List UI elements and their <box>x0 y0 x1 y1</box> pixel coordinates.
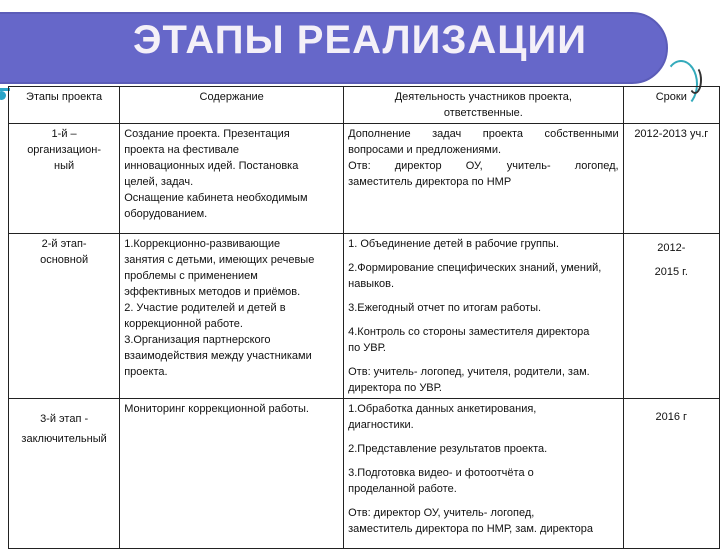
table-row <box>9 234 720 399</box>
activity-line: 3.Подготовка видео- и фотоотчёта о <box>348 467 534 479</box>
activity-item <box>348 465 618 497</box>
content-line: Оснащение кабинета необходимым <box>124 192 308 204</box>
activity-line: 3.Ежегодный отчет по итогам работы. <box>348 302 542 314</box>
header-content: Содержание <box>120 87 344 124</box>
content-cell <box>120 234 344 399</box>
stage-line: заключительный <box>21 433 107 445</box>
activity-line: диагностики. <box>348 419 414 431</box>
activity-line: Отв: учитель- логопед, учителя, родители, зам. <box>348 366 590 378</box>
activity-line: по УВР. <box>348 342 386 354</box>
stage-line: 2-й этап- <box>41 238 87 250</box>
header-terms: Сроки <box>623 87 719 124</box>
activity-item <box>348 300 618 316</box>
term-line: 2015 г. <box>654 266 688 278</box>
content-line: Создание проекта. Презентация <box>124 128 290 140</box>
activity-line: 1.Обработка данных анкетирования, <box>348 403 537 415</box>
activity-line: 2.Формирование специфических знаний, умений, <box>348 262 602 274</box>
activity-line: 4.Контроль со стороны заместителя директора <box>348 326 590 338</box>
term-cell <box>623 234 719 399</box>
activity-line: 1. Объединение детей в рабочие группы. <box>348 238 559 250</box>
content-line: 3.Организация партнерского <box>124 334 271 346</box>
table-row <box>9 124 720 234</box>
activity-line: директора по УВР. <box>348 382 442 394</box>
activity-line: Отв: директор ОУ, учитель- логопед, <box>348 160 619 172</box>
stage-cell <box>9 399 120 549</box>
activity-cell <box>344 234 623 399</box>
header-activity-line2: ответственные. <box>443 107 523 119</box>
term-line: 2012- <box>657 242 686 254</box>
page-title: ЭТАПЫ РЕАЛИЗАЦИИ <box>133 18 587 62</box>
activity-item <box>348 324 618 356</box>
activity-line: 2.Представление результатов проекта. <box>348 443 548 455</box>
stage-cell <box>9 234 120 399</box>
activity-line: Отв: директор ОУ, учитель- логопед, <box>348 507 535 519</box>
activity-line: Дополнение задач проекта собственными <box>348 128 619 140</box>
term-cell <box>623 399 719 549</box>
content-cell <box>120 124 344 234</box>
activity-item <box>348 260 618 292</box>
content-line: проекта на фестивале <box>124 144 240 156</box>
content-line: 2. Участие родителей и детей в <box>124 302 286 314</box>
content-line: коррекционной работе. <box>124 318 243 330</box>
header-activity <box>344 87 623 124</box>
bullet-decoration <box>0 91 6 100</box>
stage-line: 1-й – <box>51 128 77 140</box>
content-line: 1.Коррекционно-развивающие <box>124 238 281 250</box>
activity-item <box>348 441 618 457</box>
stage-line: организацион- <box>27 144 101 156</box>
activity-line: проделанной работе. <box>348 483 457 495</box>
activity-item <box>348 236 618 252</box>
stages-table <box>8 86 720 549</box>
content-line: инновационных идей. Постановка <box>124 160 299 172</box>
content-cell <box>120 399 344 549</box>
table-row <box>9 399 720 549</box>
activity-line: вопросами и предложениями. <box>348 144 502 156</box>
stage-line: 3-й этап - <box>40 413 89 425</box>
stage-cell <box>9 124 120 234</box>
content-line: проекта. <box>124 366 168 378</box>
content-line: эффективных методов и приёмов. <box>124 286 301 298</box>
activity-line: заместитель директора по НМР, зам. директора <box>348 523 594 535</box>
content-line: занятия с детьми, имеющих речевые <box>124 254 315 266</box>
activity-item <box>348 364 618 396</box>
content-line: проблемы с применением <box>124 270 258 282</box>
term-cell: 2012-2013 уч.г <box>623 124 719 234</box>
activity-item <box>348 505 618 537</box>
activity-cell <box>344 124 623 234</box>
stage-line: ный <box>54 160 75 172</box>
table-header-row <box>9 87 720 124</box>
activity-item <box>348 401 618 433</box>
activity-line: навыков. <box>348 278 395 290</box>
header-stages: Этапы проекта <box>9 87 120 124</box>
content-line: целей, задач. <box>124 176 194 188</box>
stage-line: основной <box>40 254 89 266</box>
term-line: 2016 г <box>655 411 688 423</box>
content-line: оборудованием. <box>124 208 208 220</box>
activity-line: заместитель директора по НМР <box>348 176 512 188</box>
content-line: Мониторинг коррекционной работы. <box>124 403 309 415</box>
header-activity-line1: Деятельность участников проекта, <box>394 91 572 103</box>
content-line: взаимодействия между участниками <box>124 350 312 362</box>
activity-cell <box>344 399 623 549</box>
